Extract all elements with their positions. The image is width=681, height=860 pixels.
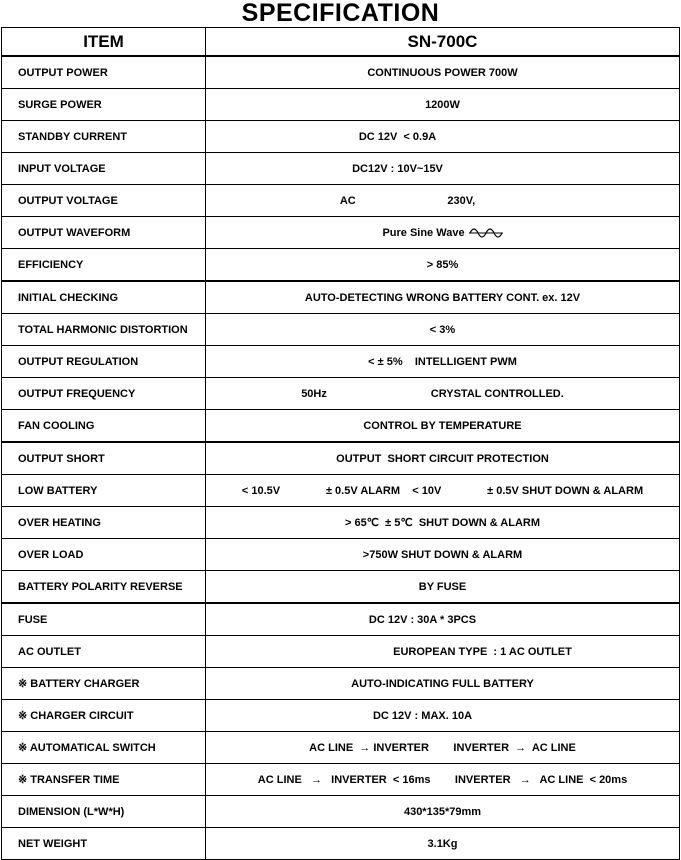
table-row bbox=[2, 346, 680, 378]
spec-item-value bbox=[206, 571, 680, 604]
table-row bbox=[2, 217, 680, 249]
spec-value-text: DC 12V < 0.9A bbox=[358, 130, 437, 143]
spec-item-label: OUTPUT REGULATION bbox=[2, 346, 206, 378]
spec-item-label: ※ CHARGER CIRCUIT bbox=[2, 700, 206, 732]
spec-value-text: AUTO-DETECTING WRONG BATTERY CONT. ex. 12V bbox=[304, 291, 581, 304]
spec-item-value bbox=[206, 475, 680, 507]
spec-value-text: 3.1Kg bbox=[427, 837, 458, 850]
spec-item-value bbox=[206, 603, 680, 636]
spec-item-value bbox=[206, 378, 680, 410]
spec-item-label: EFFICIENCY bbox=[2, 249, 206, 282]
table-row bbox=[2, 475, 680, 507]
specification-table bbox=[1, 27, 680, 860]
spec-value-text: AUTO-INDICATING FULL BATTERY bbox=[351, 677, 534, 690]
spec-value-text: DC12V : 10V~15V bbox=[352, 162, 443, 175]
spec-item-value bbox=[206, 121, 680, 153]
spec-item-label: OUTPUT SHORT bbox=[2, 442, 206, 475]
spec-value-text: 1200W bbox=[425, 98, 460, 111]
spec-value-text: Pure Sine Wave bbox=[382, 226, 465, 239]
spec-item-value bbox=[206, 539, 680, 571]
spec-value-text: AC LINE → INVERTER INVERTER → AC LINE bbox=[309, 741, 576, 754]
table-row bbox=[2, 281, 680, 314]
table-row bbox=[2, 636, 680, 668]
table-row bbox=[2, 828, 680, 860]
table-row bbox=[2, 668, 680, 700]
spec-value-text: DC 12V : MAX. 10A bbox=[372, 709, 473, 722]
spec-item-label: AC OUTLET bbox=[2, 636, 206, 668]
spec-item-value bbox=[206, 442, 680, 475]
table-row bbox=[2, 796, 680, 828]
spec-value-text: BY FUSE bbox=[418, 580, 467, 593]
spec-item-value bbox=[206, 732, 680, 764]
spec-item-value bbox=[206, 153, 680, 185]
spec-item-label: LOW BATTERY bbox=[2, 475, 206, 507]
table-row bbox=[2, 89, 680, 121]
spec-item-value bbox=[206, 56, 680, 89]
spec-value-text: CONTROL BY TEMPERATURE bbox=[363, 419, 522, 432]
table-row bbox=[2, 732, 680, 764]
spec-item-label: NET WEIGHT bbox=[2, 828, 206, 860]
spec-value-text: > 85% bbox=[426, 258, 459, 271]
spec-item-value bbox=[206, 185, 680, 217]
spec-item-value bbox=[206, 668, 680, 700]
spec-item-label: STANDBY CURRENT bbox=[2, 121, 206, 153]
spec-item-value bbox=[206, 89, 680, 121]
spec-item-label: OUTPUT FREQUENCY bbox=[2, 378, 206, 410]
spec-item-value bbox=[206, 636, 680, 668]
spec-item-label: OUTPUT VOLTAGE bbox=[2, 185, 206, 217]
spec-value-text: 50Hz CRYSTAL CONTROLLED. bbox=[301, 387, 564, 400]
table-row bbox=[2, 185, 680, 217]
spec-item-value bbox=[206, 346, 680, 378]
table-row bbox=[2, 56, 680, 89]
table-row bbox=[2, 378, 680, 410]
spec-item-value bbox=[206, 314, 680, 346]
spec-item-value bbox=[206, 217, 680, 249]
table-row bbox=[2, 153, 680, 185]
spec-item-label: INPUT VOLTAGE bbox=[2, 153, 206, 185]
table-row bbox=[2, 764, 680, 796]
table-row bbox=[2, 700, 680, 732]
header-item: ITEM bbox=[2, 28, 206, 57]
spec-item-value bbox=[206, 828, 680, 860]
spec-item-label: BATTERY POLARITY REVERSE bbox=[2, 571, 206, 604]
table-row bbox=[2, 410, 680, 443]
table-row bbox=[2, 249, 680, 282]
table-row bbox=[2, 314, 680, 346]
spec-item-value bbox=[206, 764, 680, 796]
spec-value-text: 430*135*79mm bbox=[403, 805, 482, 818]
table-row bbox=[2, 507, 680, 539]
spec-item-value bbox=[206, 507, 680, 539]
spec-item-value bbox=[206, 700, 680, 732]
spec-value-text: CONTINUOUS POWER 700W bbox=[367, 66, 518, 79]
spec-value-text: OUTPUT SHORT CIRCUIT PROTECTION bbox=[336, 452, 549, 465]
spec-value-text: < ± 5% INTELLIGENT PWM bbox=[368, 355, 517, 368]
spec-item-label: FAN COOLING bbox=[2, 410, 206, 443]
sine-wave-icon bbox=[469, 226, 503, 240]
spec-item-value bbox=[206, 281, 680, 314]
spec-value-text: > 65℃ ± 5℃ SHUT DOWN & ALARM bbox=[344, 517, 541, 529]
table-row bbox=[2, 603, 680, 636]
spec-item-label: ※ TRANSFER TIME bbox=[2, 764, 206, 796]
spec-value-text: < 3% bbox=[429, 323, 456, 336]
spec-item-value bbox=[206, 410, 680, 443]
spec-item-label: TOTAL HARMONIC DISTORTION bbox=[2, 314, 206, 346]
table-row bbox=[2, 442, 680, 475]
spec-value-text: AC LINE → INVERTER < 16ms INVERTER → AC LINE < 20ms bbox=[257, 773, 628, 786]
page-title: SPECIFICATION bbox=[241, 0, 440, 27]
table-row bbox=[2, 121, 680, 153]
table-row bbox=[2, 539, 680, 571]
spec-item-label: DIMENSION (L*W*H) bbox=[2, 796, 206, 828]
spec-value-text: EUROPEAN TYPE : 1 AC OUTLET bbox=[393, 645, 572, 658]
spec-item-label: OUTPUT WAVEFORM bbox=[2, 217, 206, 249]
spec-item-label: OUTPUT POWER bbox=[2, 56, 206, 89]
spec-item-label: FUSE bbox=[2, 603, 206, 636]
spec-item-label: INITIAL CHECKING bbox=[2, 281, 206, 314]
spec-value-text: DC 12V : 30A * 3PCS bbox=[368, 613, 477, 626]
spec-item-label: OVER LOAD bbox=[2, 539, 206, 571]
spec-item-label: ※ AUTOMATICAL SWITCH bbox=[2, 732, 206, 764]
header-model: SN-700C bbox=[206, 28, 680, 57]
spec-value-text: AC 230V, bbox=[339, 194, 476, 207]
spec-value-text: >750W SHUT DOWN & ALARM bbox=[362, 548, 523, 561]
spec-item-value bbox=[206, 796, 680, 828]
spec-item-label: SURGE POWER bbox=[2, 89, 206, 121]
spec-item-value bbox=[206, 249, 680, 282]
table-header-row bbox=[2, 28, 680, 57]
table-row bbox=[2, 571, 680, 604]
spec-item-label: ※ BATTERY CHARGER bbox=[2, 668, 206, 700]
spec-value-text: < 10.5V ± 0.5V ALARM < 10V ± 0.5V SHUT DOWN & ALARM bbox=[241, 484, 644, 497]
spec-item-label: OVER HEATING bbox=[2, 507, 206, 539]
